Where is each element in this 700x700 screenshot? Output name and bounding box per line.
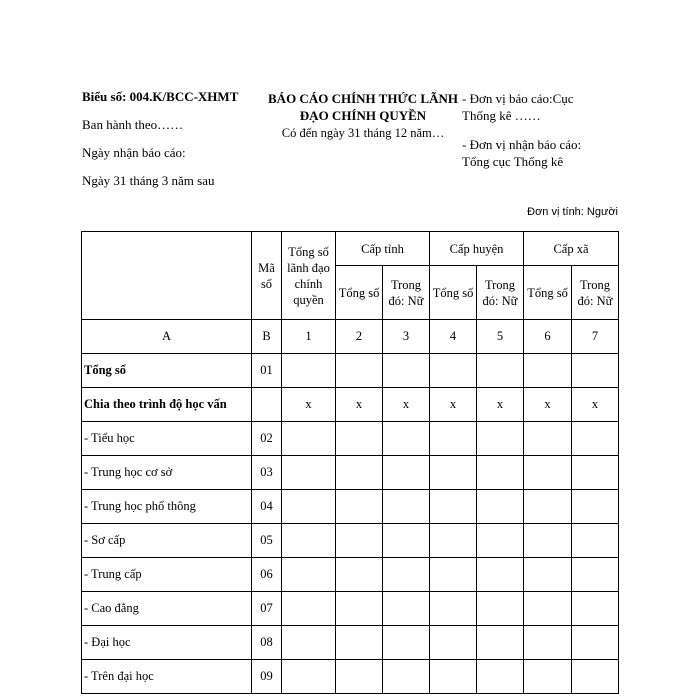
row-label: - Trên đại học <box>82 660 252 694</box>
data-cell <box>383 354 430 388</box>
report-period: Có đến ngày 31 tháng 12 năm… <box>281 126 445 140</box>
table-row <box>82 422 619 456</box>
data-cell <box>430 660 477 694</box>
data-cell <box>383 422 430 456</box>
data-cell <box>572 456 619 490</box>
row-label: - Đại học <box>82 626 252 660</box>
issued-by: Ban hành theo…… <box>82 117 184 132</box>
data-cell <box>477 524 524 558</box>
data-cell <box>282 422 336 456</box>
column-letter: 4 <box>430 320 477 354</box>
data-cell <box>477 490 524 524</box>
header-district-total: Tổng số <box>430 266 477 320</box>
data-cell <box>477 660 524 694</box>
header-district: Cấp huyện <box>430 232 524 266</box>
data-cell <box>572 524 619 558</box>
data-cell <box>383 456 430 490</box>
data-cell <box>524 524 572 558</box>
data-cell <box>282 660 336 694</box>
report-meta-right <box>462 90 612 170</box>
data-cell <box>336 490 383 524</box>
data-cell <box>282 354 336 388</box>
data-cell <box>572 660 619 694</box>
row-code: 04 <box>252 490 282 524</box>
data-cell <box>383 660 430 694</box>
header-blank-cell <box>82 232 252 320</box>
data-cell <box>282 626 336 660</box>
data-cell <box>477 456 524 490</box>
column-letter: 2 <box>336 320 383 354</box>
row-label: - Tiểu học <box>82 422 252 456</box>
column-letter: 6 <box>524 320 572 354</box>
column-letter: 5 <box>477 320 524 354</box>
table-row <box>82 592 619 626</box>
table-body <box>82 354 619 694</box>
column-letter-row <box>82 320 619 354</box>
data-cell <box>524 626 572 660</box>
data-cell <box>524 422 572 456</box>
reporting-unit-line-1: - Đơn vị báo cáo:Cục <box>462 91 574 106</box>
data-cell: x <box>430 388 477 422</box>
row-code <box>252 388 282 422</box>
header-province-female: Trong đó: Nữ <box>383 266 430 320</box>
report-title-block <box>258 90 468 142</box>
row-label: - Cao đẳng <box>82 592 252 626</box>
data-cell <box>477 558 524 592</box>
table-row <box>82 626 619 660</box>
row-label: - Trung học phổ thông <box>82 490 252 524</box>
report-meta-left <box>82 90 262 202</box>
data-cell <box>572 626 619 660</box>
data-cell <box>572 592 619 626</box>
data-cell <box>477 354 524 388</box>
header-commune-female: Trong đó: Nữ <box>572 266 619 320</box>
data-cell <box>572 558 619 592</box>
table-row <box>82 660 619 694</box>
unit-note: Đơn vị tính: Người <box>527 206 618 218</box>
row-code: 06 <box>252 558 282 592</box>
table-row <box>82 558 619 592</box>
row-code: 08 <box>252 626 282 660</box>
reporting-unit-line-2: Thống kê …… <box>462 108 541 123</box>
header-code: Mã số <box>252 232 282 320</box>
table-row <box>82 490 619 524</box>
column-letter: 7 <box>572 320 619 354</box>
data-cell <box>524 660 572 694</box>
row-code: 01 <box>252 354 282 388</box>
receiving-unit-line-1: - Đơn vị nhận báo cáo: <box>462 137 582 152</box>
data-cell <box>430 524 477 558</box>
form-code: Biểu số: 004.K/BCC-XHMT <box>82 89 239 104</box>
data-cell <box>282 524 336 558</box>
data-cell: x <box>336 388 383 422</box>
header-province: Cấp tỉnh <box>336 232 430 266</box>
column-letter: A <box>82 320 252 354</box>
data-cell <box>383 558 430 592</box>
report-title-line-1: BÁO CÁO CHÍNH THỨC LÃNH <box>268 91 458 106</box>
spacer <box>462 124 612 136</box>
data-cell <box>383 490 430 524</box>
data-cell <box>383 626 430 660</box>
receiving-unit-line-2: Tổng cục Thống kê <box>462 154 564 169</box>
data-cell <box>336 558 383 592</box>
data-cell <box>282 558 336 592</box>
row-code: 03 <box>252 456 282 490</box>
data-cell: x <box>282 388 336 422</box>
data-cell <box>430 558 477 592</box>
row-label: - Trung cấp <box>82 558 252 592</box>
data-cell <box>336 456 383 490</box>
row-label: Tổng số <box>82 354 252 388</box>
data-cell: x <box>477 388 524 422</box>
data-cell: x <box>572 388 619 422</box>
header-commune-total: Tổng số <box>524 266 572 320</box>
table-row <box>82 524 619 558</box>
receipt-date-value: Ngày 31 tháng 3 năm sau <box>82 173 215 188</box>
header-province-total: Tổng số <box>336 266 383 320</box>
column-letter: 1 <box>282 320 336 354</box>
data-cell: x <box>524 388 572 422</box>
data-cell <box>524 490 572 524</box>
receipt-date-label: Ngày nhận báo cáo: <box>82 145 186 160</box>
row-code: 07 <box>252 592 282 626</box>
data-cell <box>524 558 572 592</box>
row-label: - Sơ cấp <box>82 524 252 558</box>
data-cell <box>336 592 383 626</box>
report-title-line-2: ĐẠO CHÍNH QUYỀN <box>299 108 427 123</box>
data-cell: x <box>383 388 430 422</box>
data-cell <box>477 592 524 626</box>
row-code: 05 <box>252 524 282 558</box>
data-cell <box>282 456 336 490</box>
column-letter: B <box>252 320 282 354</box>
report-table <box>81 231 619 694</box>
row-label: Chia theo trình độ học vấn <box>82 388 252 422</box>
header-district-female: Trong đó: Nữ <box>477 266 524 320</box>
data-cell <box>524 354 572 388</box>
data-cell <box>572 422 619 456</box>
row-label: - Trung học cơ sở <box>82 456 252 490</box>
data-cell <box>477 626 524 660</box>
data-cell <box>572 490 619 524</box>
header-total-leaders: Tổng số lãnh đạo chính quyền <box>282 232 336 320</box>
data-cell <box>430 456 477 490</box>
table-row <box>82 456 619 490</box>
data-cell <box>282 592 336 626</box>
column-letter: 3 <box>383 320 430 354</box>
row-code: 09 <box>252 660 282 694</box>
data-cell <box>524 592 572 626</box>
data-cell <box>336 422 383 456</box>
data-cell <box>383 592 430 626</box>
table-row <box>82 354 619 388</box>
data-cell <box>383 524 430 558</box>
data-cell <box>430 626 477 660</box>
row-code: 02 <box>252 422 282 456</box>
data-cell <box>477 422 524 456</box>
data-cell <box>430 422 477 456</box>
header-commune: Cấp xã <box>524 232 619 266</box>
data-cell <box>336 354 383 388</box>
data-cell <box>572 354 619 388</box>
data-cell <box>336 660 383 694</box>
data-cell <box>336 626 383 660</box>
data-cell <box>524 456 572 490</box>
data-cell <box>282 490 336 524</box>
table-row <box>82 388 619 422</box>
data-cell <box>430 490 477 524</box>
data-cell <box>336 524 383 558</box>
data-cell <box>430 354 477 388</box>
data-cell <box>430 592 477 626</box>
